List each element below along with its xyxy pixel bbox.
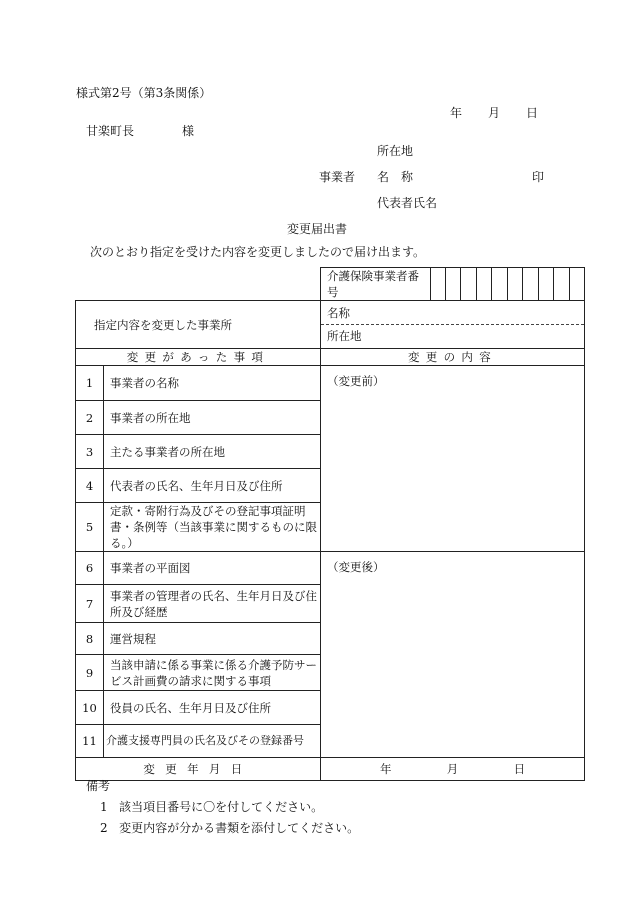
seal-mark: 印 [532, 170, 545, 184]
submission-date [450, 104, 538, 121]
office-label: 指定内容を変更した事業所 [76, 301, 321, 349]
item-number[interactable]: 7 [76, 585, 104, 623]
change-date-year: 年 [379, 762, 392, 776]
addressee-suffix: 様 [182, 124, 195, 138]
date-day: 日 [526, 106, 539, 120]
item-number[interactable]: 1 [76, 366, 104, 401]
form-number: 様式第2号（第3条関係） [76, 86, 212, 100]
office-name-field[interactable] [321, 302, 584, 325]
item-number[interactable]: 10 [76, 691, 104, 725]
insurance-number-digit-1[interactable] [431, 268, 446, 301]
addressee: 甘楽町長 [86, 124, 135, 138]
insurance-number-digit-8[interactable] [539, 268, 554, 301]
item-label: 運営規程 [104, 623, 321, 655]
item-number[interactable]: 3 [76, 435, 104, 469]
item-label: 当該申請に係る事業に係る介護予防サービス計画費の請求に関する事項 [104, 655, 321, 691]
note-item [100, 819, 359, 836]
insurance-number-label: 介護保険事業者番号 [321, 268, 431, 301]
item-number[interactable]: 2 [76, 401, 104, 435]
item-number[interactable]: 11 [76, 725, 104, 758]
item-label: 代表者の氏名、生年月日及び住所 [104, 469, 321, 503]
date-month: 月 [488, 106, 501, 120]
office-name-label: 名称 [327, 306, 350, 320]
insurance-number-digit-7[interactable] [523, 268, 539, 301]
insurance-number-digit-6[interactable] [508, 268, 523, 301]
before-label: （変更前） [327, 374, 385, 388]
change-date-label: 変更年月日 [76, 758, 321, 781]
note-number: 2 [100, 821, 108, 835]
before-change-area[interactable] [321, 366, 585, 552]
insurance-number-digit-3[interactable] [461, 268, 477, 301]
item-number[interactable]: 8 [76, 623, 104, 655]
item-label: 役員の氏名、生年月日及び住所 [104, 691, 321, 725]
item-number[interactable]: 5 [76, 503, 104, 552]
intro-text: 次のとおり指定を受けた内容を変更しましたので届け出ます。 [90, 245, 426, 259]
location-label: 所在地 [377, 144, 414, 158]
name-label: 名 称 [377, 170, 414, 184]
change-form-table [75, 267, 585, 781]
insurance-number-digit-5[interactable] [492, 268, 508, 301]
item-number[interactable]: 4 [76, 469, 104, 503]
representative-label: 代表者氏名 [377, 196, 438, 210]
item-label: 定款・寄附行為及びその登記事項証明書・条例等（当該事業に関するものに限る。） [104, 503, 321, 552]
note-number: 1 [100, 800, 108, 814]
office-location-label: 所在地 [327, 329, 362, 343]
note-text: 変更内容が分かる書類を添付してください。 [119, 821, 360, 835]
changed-items-header: 変更があった事項 [76, 349, 321, 366]
insurance-number-digit-9[interactable] [554, 268, 570, 301]
insurance-number-digit-4[interactable] [477, 268, 492, 301]
notes-title: 備考 [86, 779, 111, 793]
item-number[interactable]: 9 [76, 655, 104, 691]
item-label: 事業者の名称 [104, 366, 321, 401]
change-date-day: 日 [513, 762, 526, 776]
operator-label: 事業者 [319, 170, 356, 184]
change-date-month: 月 [446, 762, 459, 776]
date-year: 年 [450, 106, 463, 120]
change-content-header: 変更の内容 [321, 349, 585, 366]
office-location-field[interactable] [321, 325, 584, 347]
document-title: 変更届出書 [287, 222, 348, 236]
insurance-number-digit-10[interactable] [570, 268, 585, 301]
note-item [100, 798, 323, 815]
item-label: 事業者の平面図 [104, 552, 321, 585]
insurance-number-digit-2[interactable] [446, 268, 461, 301]
after-label: （変更後） [327, 560, 385, 574]
item-label: 事業者の所在地 [104, 401, 321, 435]
note-text: 該当項目番号に〇を付してください。 [119, 800, 324, 814]
item-number[interactable]: 6 [76, 552, 104, 585]
after-change-area[interactable] [321, 552, 585, 758]
item-label: 事業者の管理者の氏名、生年月日及び住所及び経歴 [104, 585, 321, 623]
item-label: 主たる事業者の所在地 [104, 435, 321, 469]
item-label: 介護支援専門員の氏名及びその登録番号 [104, 725, 321, 758]
change-date-field[interactable] [321, 758, 585, 781]
